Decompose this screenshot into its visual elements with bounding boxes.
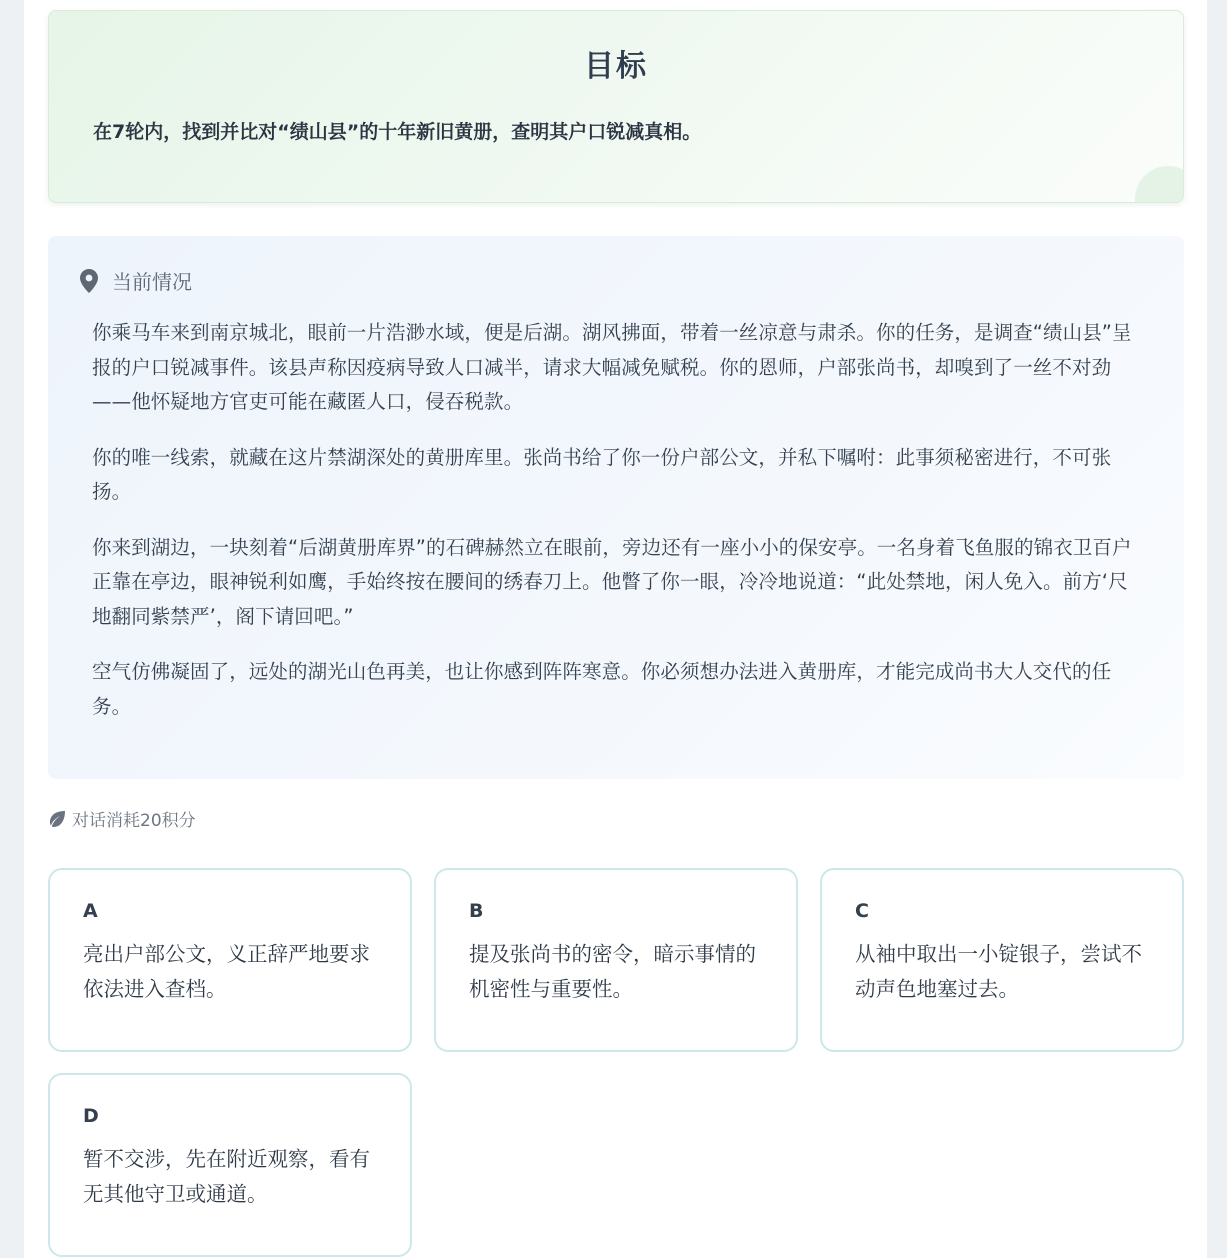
leaf-icon bbox=[48, 810, 66, 828]
situation-paragraph: 你的唯一线索，就藏在这片禁湖深处的黄册库里。张尚书给了你一份户部公文，并私下嘱咐：此事须秘密进行，不可张扬。 bbox=[92, 445, 1112, 503]
option-c-button[interactable] bbox=[820, 868, 1184, 1052]
option-letter: A bbox=[83, 900, 98, 922]
option-letter: B bbox=[469, 900, 484, 922]
situation-card bbox=[48, 236, 1184, 779]
situation-header bbox=[80, 266, 192, 295]
goal-title: 目标 bbox=[584, 49, 648, 84]
situation-paragraph: 你来到湖边，一块刻着“后湖黄册库界”的石碑赫然立在眼前，旁边还有一座小小的保安亭。一名身着飞鱼服的锦衣卫百户正靠在亭边，眼神锐利如鹰，手始终按在腰间的绣春刀上。他瞥了你一眼，冷冷地说道：“此处禁地，闲人免入。前方‘尺地翻同紫禁严’，阁下请回吧。” bbox=[92, 535, 1132, 628]
cost-text: 对话消耗20积分 bbox=[72, 811, 196, 831]
option-a-button[interactable] bbox=[48, 868, 412, 1052]
situation-paragraph: 你乘马车来到南京城北，眼前一片浩渺水域，便是后湖。湖风拂面，带着一丝凉意与肃杀。你的任务，是调查“绩山县”呈报的户口锐减事件。该县声称因疫病导致人口减半，请求大幅减免赋税。你的恩师，户部张尚书，却嗅到了一丝不对劲——他怀疑地方官吏可能在藏匿人口，侵吞税款。 bbox=[92, 321, 1132, 413]
cost-note bbox=[48, 806, 196, 831]
page bbox=[24, 0, 1207, 1258]
situation-paragraphs bbox=[92, 316, 1142, 745]
situation-paragraph: 空气仿佛凝固了，远处的湖光山色再美，也让你感到阵阵寒意。你必须想办法进入黄册库，才能完成尚书大人交代的任务。 bbox=[92, 660, 1112, 718]
option-text: 亮出户部公文，义正辞严地要求依法进入查档。 bbox=[83, 942, 370, 1001]
decorative-bubble bbox=[1135, 166, 1184, 203]
goal-text: 在7轮内，找到并比对“绩山县”的十年新旧黄册，查明其户口锐减真相。 bbox=[93, 121, 702, 143]
option-d-button[interactable] bbox=[48, 1073, 412, 1257]
option-letter: D bbox=[83, 1105, 99, 1127]
option-text: 暂不交涉，先在附近观察，看有无其他守卫或通道。 bbox=[83, 1147, 370, 1206]
option-letter: C bbox=[855, 900, 869, 922]
option-text: 从袖中取出一小锭银子，尝试不动声色地塞过去。 bbox=[855, 942, 1142, 1001]
option-text: 提及张尚书的密令，暗示事情的机密性与重要性。 bbox=[469, 942, 756, 1001]
goal-card bbox=[48, 10, 1184, 203]
map-pin-icon bbox=[80, 269, 98, 293]
option-b-button[interactable] bbox=[434, 868, 798, 1052]
situation-label: 当前情况 bbox=[112, 270, 192, 294]
